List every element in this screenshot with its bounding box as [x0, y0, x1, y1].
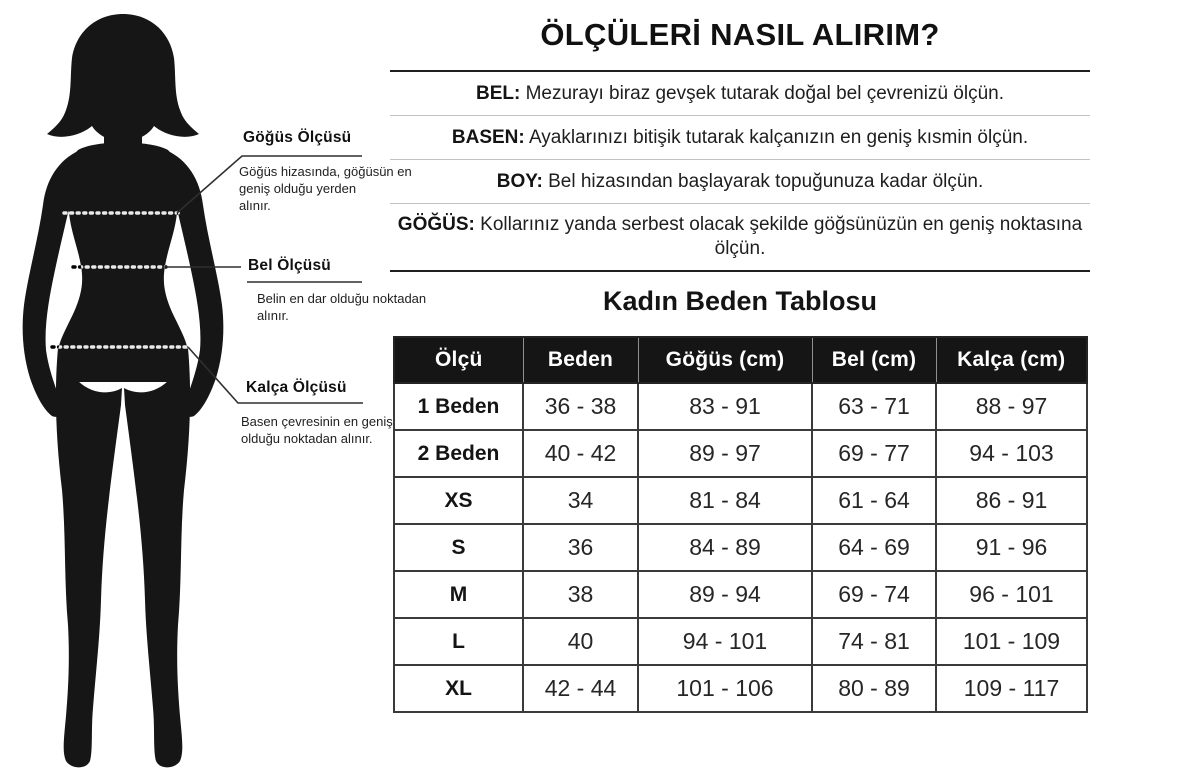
gogus-value: 89 - 97	[638, 430, 812, 477]
col-header-gogus: Göğüs (cm)	[638, 337, 812, 383]
size-label: S	[394, 524, 523, 571]
hip-annotation-desc-line: Basen çevresinin en geniş	[241, 414, 393, 429]
col-header-olcu: Ölçü	[394, 337, 523, 383]
section-divider	[390, 270, 1090, 272]
instruction-basen	[390, 116, 1090, 159]
bel-value: 69 - 74	[812, 571, 936, 618]
bel-value: 61 - 64	[812, 477, 936, 524]
size-label: 1 Beden	[394, 383, 523, 430]
hip-annotation-title: Kalça Ölçüsü	[246, 379, 347, 396]
instruction-gogus	[390, 204, 1090, 270]
bel-value: 74 - 81	[812, 618, 936, 665]
chest-annotation-desc	[239, 163, 412, 214]
size-table-header-row	[394, 337, 1087, 383]
waist-annotation-title: Bel Ölçüsü	[248, 257, 331, 274]
beden-value: 40	[523, 618, 638, 665]
instruction-gogus-label: GÖĞÜS:	[397, 214, 475, 235]
gogus-value: 89 - 94	[638, 571, 812, 618]
bel-value: 80 - 89	[812, 665, 936, 712]
instruction-bel-label: BEL:	[475, 83, 521, 104]
chest-annotation-desc-line: alınır.	[239, 198, 271, 213]
instruction-basen-text: Ayaklarınızı bitişik tutarak kalçanızın en geniş kısmin ölçün.	[528, 127, 1029, 148]
instruction-bel	[390, 72, 1090, 115]
chest-annotation-desc-line: Göğüs hizasında, göğüsün en	[239, 164, 412, 179]
measurement-guide-panel	[390, 0, 1090, 713]
kalca-value: 101 - 109	[936, 618, 1087, 665]
beden-value: 42 - 44	[523, 665, 638, 712]
kalca-value: 96 - 101	[936, 571, 1087, 618]
kalca-value: 109 - 117	[936, 665, 1087, 712]
col-header-beden: Beden	[523, 337, 638, 383]
left-leg-shape	[56, 348, 122, 767]
kalca-value: 88 - 97	[936, 383, 1087, 430]
size-label: L	[394, 618, 523, 665]
instruction-bel-text: Mezurayı biraz gevşek tutarak doğal bel çevrenizü ölçün.	[525, 83, 1005, 104]
table-row-1beden	[394, 383, 1087, 430]
size-table-title: Kadın Beden Tablosu	[602, 286, 878, 316]
instruction-basen-label: BASEN:	[451, 127, 525, 148]
size-label: 2 Beden	[394, 430, 523, 477]
page-title: ÖLÇÜLERİ NASIL ALIRIM?	[540, 17, 940, 52]
table-row-2beden	[394, 430, 1087, 477]
beden-value: 38	[523, 571, 638, 618]
gogus-value: 81 - 84	[638, 477, 812, 524]
waist-annotation-desc-line: alınır.	[257, 308, 289, 323]
gogus-value: 83 - 91	[638, 383, 812, 430]
chest-annotation-desc-line: geniş olduğu yerden	[239, 181, 357, 196]
size-label: M	[394, 571, 523, 618]
table-row-l	[394, 618, 1087, 665]
gogus-value: 84 - 89	[638, 524, 812, 571]
size-label: XS	[394, 477, 523, 524]
hip-annotation-desc	[241, 413, 393, 447]
waist-annotation-desc-line: Belin en dar olduğu noktadan	[257, 291, 427, 306]
table-row-xl	[394, 665, 1087, 712]
beden-value: 36	[523, 524, 638, 571]
hip-annotation-desc-line: olduğu noktadan alınır.	[241, 431, 373, 446]
beden-value: 40 - 42	[523, 430, 638, 477]
col-header-kalca: Kalça (cm)	[936, 337, 1087, 383]
right-leg-shape	[124, 348, 190, 767]
table-row-xs	[394, 477, 1087, 524]
size-label: XL	[394, 665, 523, 712]
instruction-boy	[390, 160, 1090, 203]
beden-value: 36 - 38	[523, 383, 638, 430]
female-body-silhouette	[0, 0, 260, 775]
body-shape	[23, 14, 224, 767]
bel-value: 69 - 77	[812, 430, 936, 477]
bel-value: 64 - 69	[812, 524, 936, 571]
col-header-bel: Bel (cm)	[812, 337, 936, 383]
instruction-gogus-text: Kollarınız yanda serbest olacak şekilde göğsünüzün en geniş noktasına ölçün.	[480, 214, 1083, 259]
table-row-s	[394, 524, 1087, 571]
beden-value: 34	[523, 477, 638, 524]
chest-annotation-title: Göğüs Ölçüsü	[243, 129, 352, 146]
gogus-value: 94 - 101	[638, 618, 812, 665]
kalca-value: 91 - 96	[936, 524, 1087, 571]
instruction-boy-text: Bel hizasından başlayarak topuğunuza kadar ölçün.	[548, 171, 984, 192]
kalca-value: 94 - 103	[936, 430, 1087, 477]
bel-value: 63 - 71	[812, 383, 936, 430]
instruction-boy-label: BOY:	[496, 171, 543, 192]
kalca-value: 86 - 91	[936, 477, 1087, 524]
size-table	[393, 336, 1088, 713]
table-row-m	[394, 571, 1087, 618]
gogus-value: 101 - 106	[638, 665, 812, 712]
